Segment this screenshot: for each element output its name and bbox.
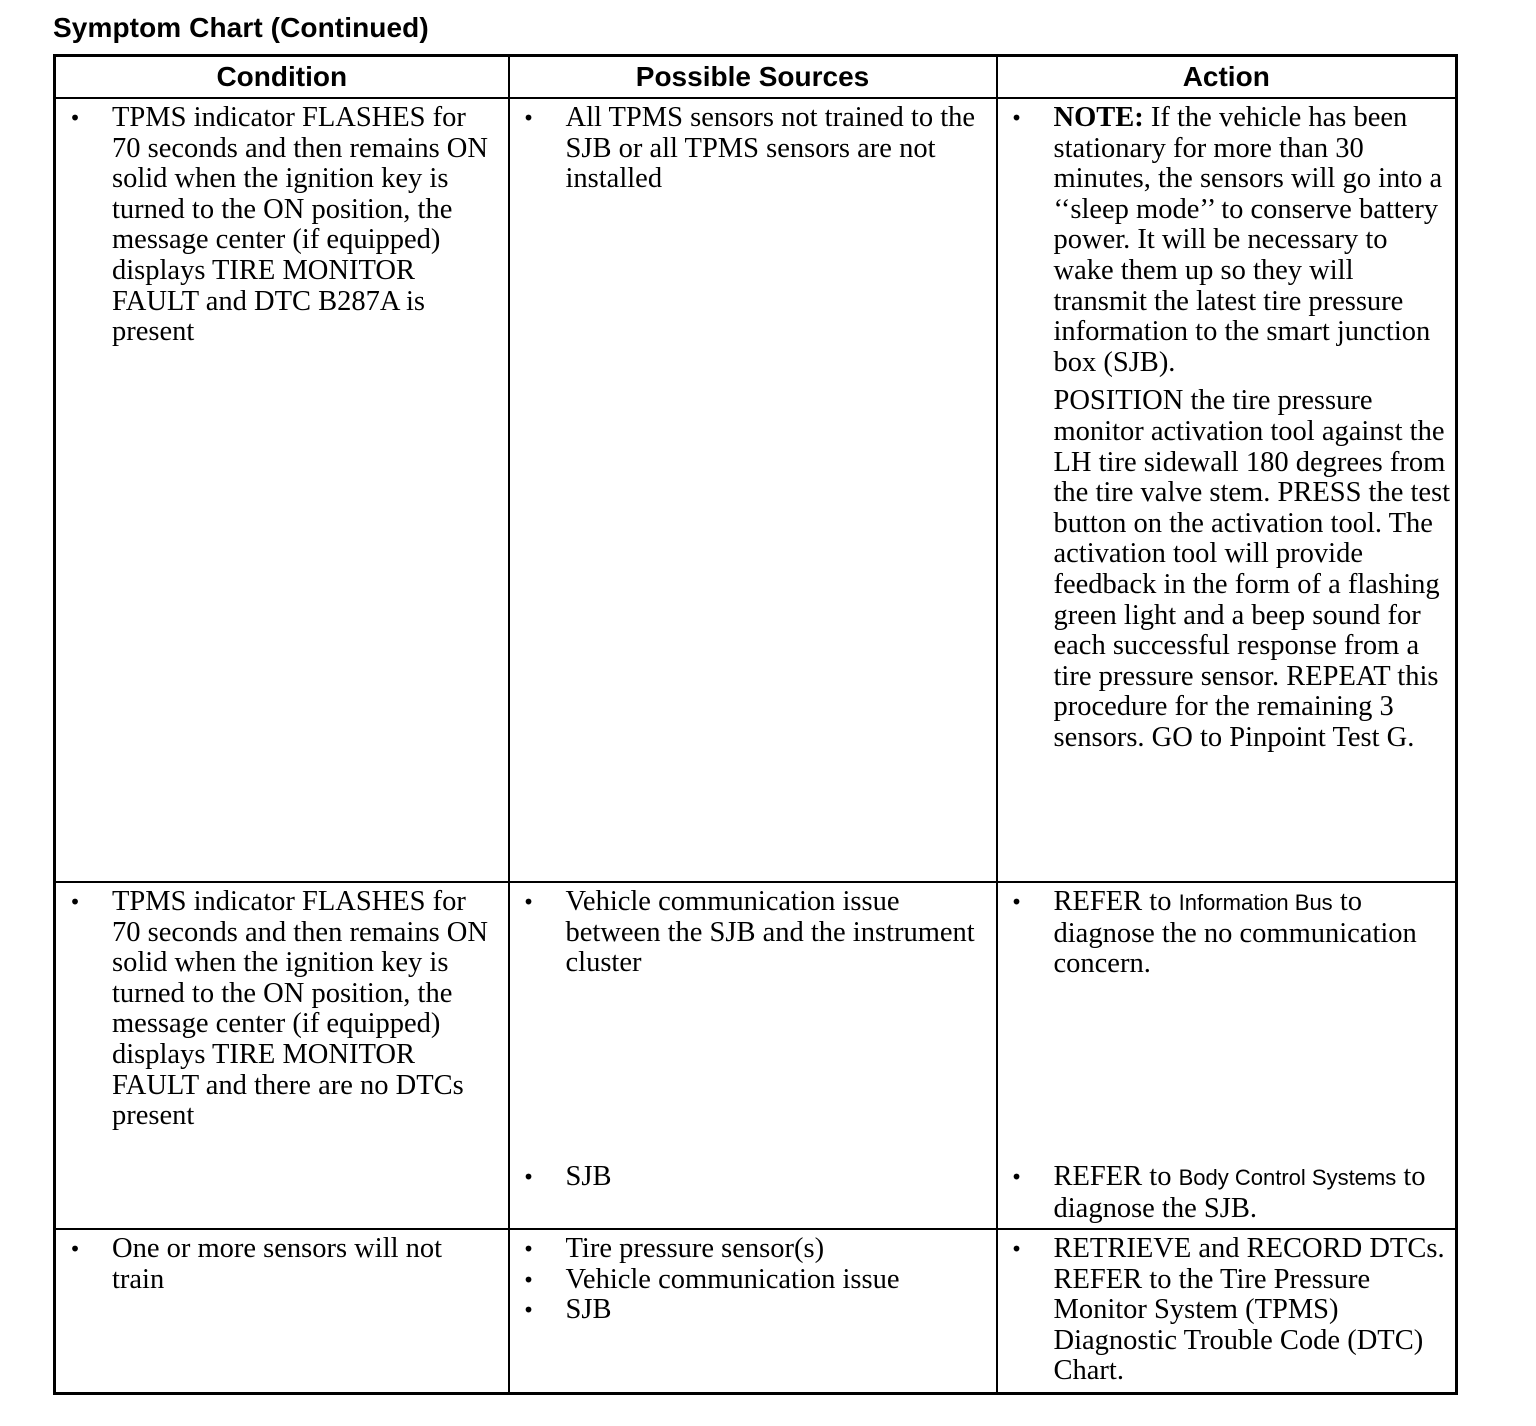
bullet: •	[1010, 890, 1023, 914]
bullet: •	[522, 1165, 535, 1189]
sources-cell	[509, 1229, 997, 1393]
list-item	[56, 887, 508, 1132]
condition-cell	[55, 1229, 509, 1393]
list-item	[56, 1234, 508, 1295]
sources-cell	[509, 882, 997, 1229]
note-label: NOTE:	[1053, 102, 1144, 133]
source-text: Vehicle communication issue	[565, 1263, 900, 1295]
bullet: •	[522, 1298, 535, 1323]
action-text	[1054, 1162, 1452, 1224]
action-cell	[997, 882, 1457, 1229]
source-text: Tire pressure sensor(s)	[565, 1233, 825, 1264]
information-bus-link[interactable]: Information Bus	[1178, 890, 1333, 915]
list-item	[998, 1162, 1456, 1224]
action-text	[1054, 887, 1452, 980]
list-item	[998, 103, 1456, 753]
symptom-chart-table	[53, 54, 1458, 1395]
bullet: •	[1010, 1237, 1023, 1261]
bullet: •	[522, 890, 535, 914]
bullet: •	[69, 106, 81, 130]
condition-cell	[55, 98, 509, 882]
refer-prefix: REFER to	[1053, 886, 1179, 917]
table-row	[55, 1229, 1457, 1393]
page-title: Symptom Chart (Continued)	[53, 12, 429, 43]
table-row	[55, 882, 1457, 1229]
condition-text: TPMS indicator FLASHES for 70 seconds and then remains ON solid when the ignition key is turned to the ON position, the message center (if equipped) displays TIRE MONITOR FAULT and there are no DTCs present	[112, 886, 488, 1132]
list-item	[510, 1162, 996, 1193]
refer-prefix: REFER to	[1053, 1161, 1179, 1192]
sources-cell	[509, 98, 997, 882]
list-item	[510, 887, 996, 979]
bullet: •	[522, 106, 535, 130]
action-cell	[997, 1229, 1457, 1393]
condition-cell	[55, 882, 509, 1229]
header-possible-sources: Possible Sources	[509, 56, 997, 99]
action-cell	[997, 98, 1457, 882]
bullet: •	[522, 1237, 535, 1261]
action-note	[1054, 103, 1452, 378]
refer-suffix: to diagnose the SJB.	[1053, 1161, 1426, 1224]
condition-text: One or more sensors will not train	[112, 1233, 443, 1295]
list-item	[510, 103, 996, 195]
bullet: •	[1010, 106, 1023, 130]
header-condition: Condition	[55, 56, 509, 99]
body-control-systems-link[interactable]: Body Control Systems	[1178, 1165, 1397, 1190]
list-item	[510, 1234, 996, 1265]
bullet: •	[522, 1267, 535, 1292]
header-action: Action	[997, 56, 1457, 99]
table-row	[55, 98, 1457, 882]
condition-text: TPMS indicator FLASHES for 70 seconds and then remains ON solid when the ignition key is turned to the ON position, the message center (if equipped) displays TIRE MONITOR FAULT and DTC B287A is present	[112, 102, 488, 348]
list-item	[998, 887, 1456, 980]
list-item	[56, 103, 508, 348]
list-item	[510, 1265, 996, 1296]
list-item	[510, 1295, 996, 1326]
list-item	[998, 1234, 1456, 1387]
refer-suffix: to diagnose the no communication concern.	[1053, 886, 1417, 980]
source-text: All TPMS sensors not trained to the SJB or all TPMS sensors are not installed	[565, 102, 976, 195]
table-header-row	[55, 56, 1457, 99]
bullet: •	[1010, 1165, 1023, 1189]
note-text: If the vehicle has been stationary for more than 30 minutes, the sensors will go into a ‘‘sleep mode’’ to conserve battery power. It will be necessary to wake them up so they will transmit the latest tire pressure information to the smart junction box (SJB).	[1053, 102, 1443, 378]
bullet: •	[69, 1237, 81, 1261]
action-text: RETRIEVE and RECORD DTCs. REFER to the Tire Pressure Monitor System (TPMS) Diagnostic Trouble Code (DTC) Chart.	[1053, 1233, 1445, 1387]
source-text: Vehicle communication issue between the SJB and the instrument cluster	[565, 886, 975, 979]
source-text: SJB	[565, 1161, 612, 1192]
source-text: SJB	[565, 1294, 612, 1326]
action-step-text: POSITION the tire pressure monitor activation tool against the LH tire sidewall 180 degrees from the tire valve stem. PRESS the test button on the activation tool. The activation tool will provide feedback in the form of a flashing green light and a beep sound for each successful response from a tire pressure sensor. REPEAT this procedure for the remaining 3 sensors. GO to Pinpoint Test G.	[1053, 385, 1451, 753]
bullet: •	[69, 890, 81, 914]
